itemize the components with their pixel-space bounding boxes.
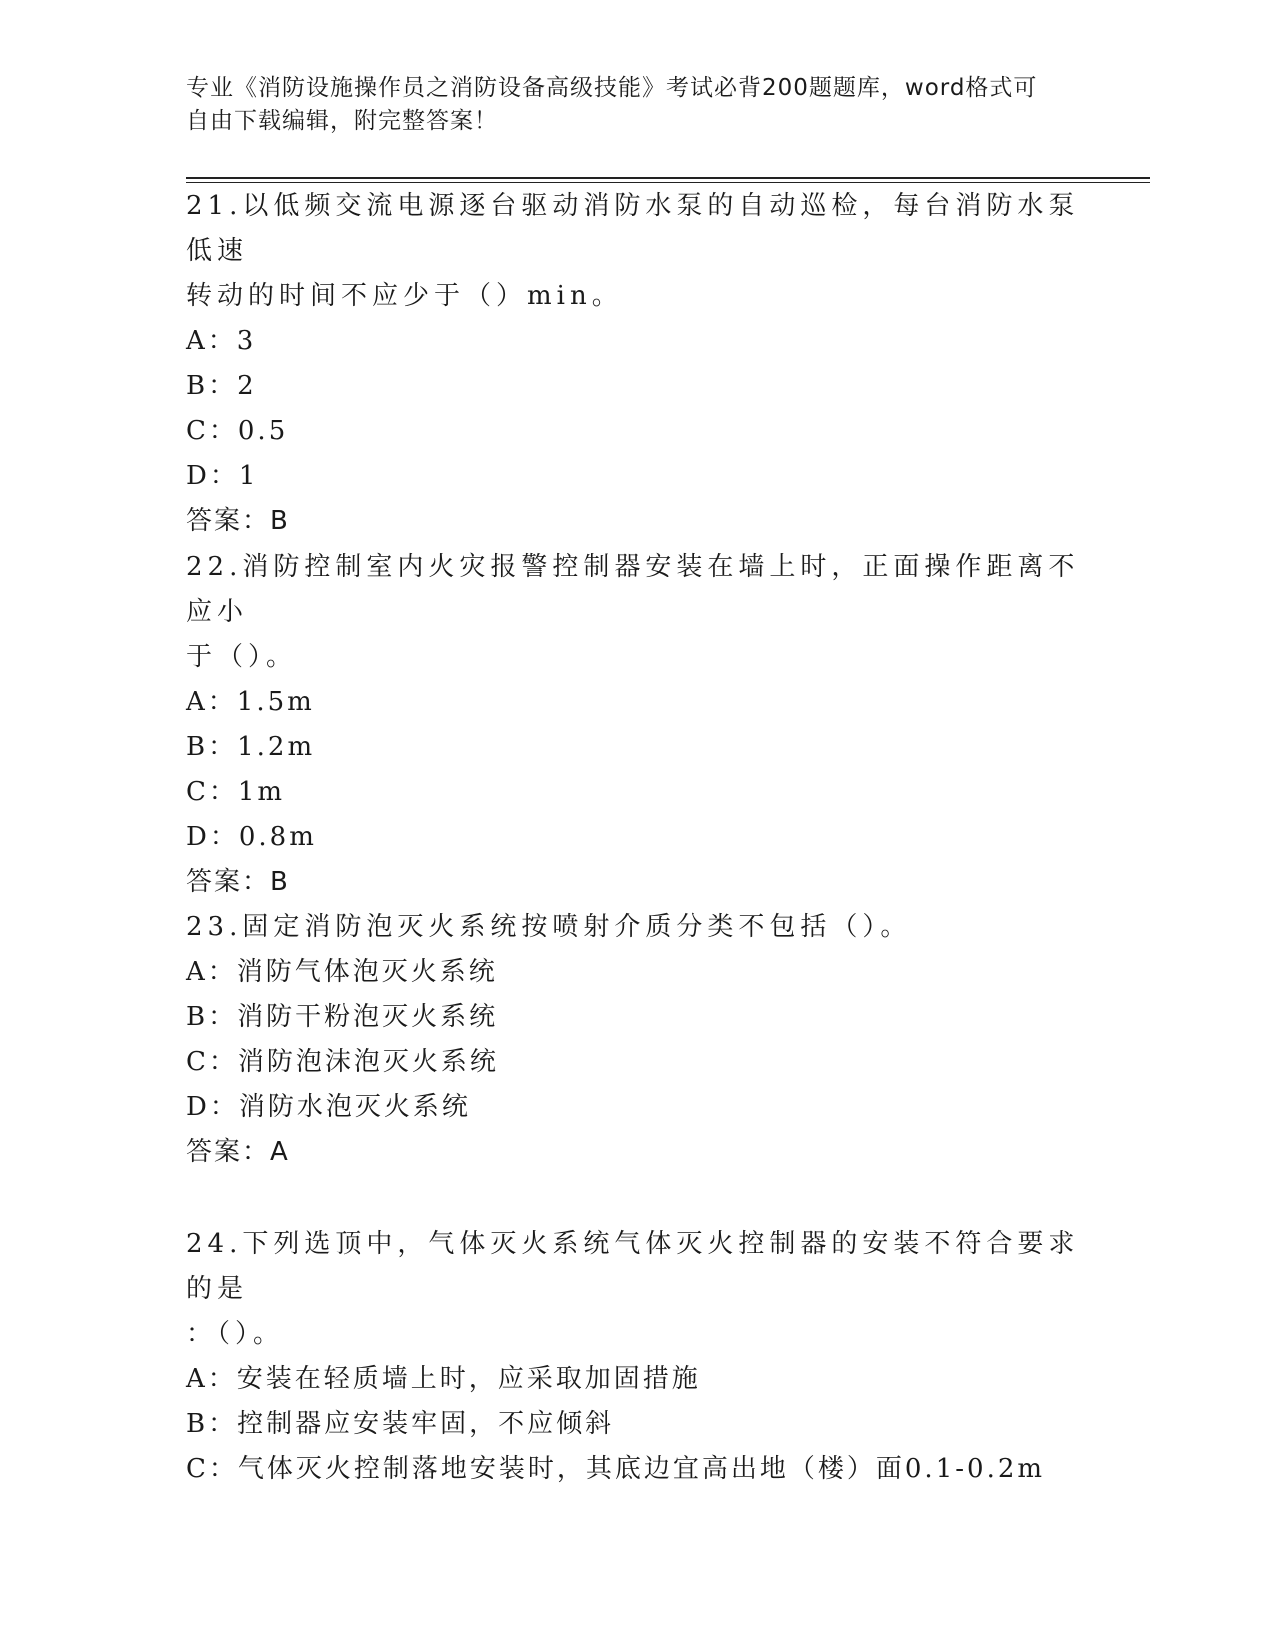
header-divider-thick — [186, 177, 1150, 179]
option-b: B：1.2m — [186, 732, 316, 762]
option-b: B：2 — [186, 371, 257, 401]
option-c: C：气体灭火控制落地安装时，其底边宜高出地（楼）面0.1-0.2m — [186, 1454, 1046, 1484]
question-stem-line: 转动的时间不应少于（）min。 — [186, 281, 623, 311]
question-22 — [186, 545, 1086, 905]
question-stem-line: 于（）。 — [186, 642, 298, 672]
option-a: A：3 — [186, 326, 257, 356]
option-a: A：安装在轻质墙上时，应采取加固措施 — [186, 1364, 701, 1394]
option-d: D：0.8m — [186, 822, 317, 852]
question-stem-line: 21.以低频交流电源逐台驱动消防水泵的自动巡检，每台消防水泵低速 — [186, 191, 1080, 266]
header-divider-thin — [186, 182, 1150, 183]
header-line-2: 自由下载编辑，附完整答案！ — [186, 108, 498, 134]
question-23 — [186, 905, 1086, 1175]
option-c: C：1m — [186, 777, 286, 807]
answer: 答案：B — [186, 867, 290, 897]
question-stem-line: 23.固定消防泡灭火系统按喷射介质分类不包括（）。 — [186, 912, 912, 942]
answer: 答案：A — [186, 1137, 290, 1167]
question-stem-line: ：（）。 — [186, 1319, 285, 1349]
option-d: D：1 — [186, 461, 259, 491]
option-b: B：消防干粉泡灭火系统 — [186, 1002, 499, 1032]
question-21 — [186, 184, 1086, 544]
document-header — [186, 72, 1066, 138]
option-a: A：1.5m — [186, 687, 315, 717]
question-24 — [186, 1222, 1086, 1492]
header-line-1: 专业《消防设施操作员之消防设备高级技能》考试必背200题题库，word格式可 — [186, 75, 1038, 101]
option-a: A：消防气体泡灭火系统 — [186, 957, 498, 987]
answer: 答案：B — [186, 506, 290, 536]
question-stem-line: 24.下列选顶中，气体灭火系统气体灭火控制器的安装不符合要求的是 — [186, 1229, 1080, 1304]
option-d: D：消防水泡灭火系统 — [186, 1092, 471, 1122]
question-stem-line: 22.消防控制室内火灾报警控制器安装在墙上时，正面操作距离不应小 — [186, 552, 1080, 627]
option-c: C：消防泡沫泡灭火系统 — [186, 1047, 499, 1077]
option-c: C：0.5 — [186, 416, 289, 446]
option-b: B：控制器应安装牢固，不应倾斜 — [186, 1409, 615, 1439]
